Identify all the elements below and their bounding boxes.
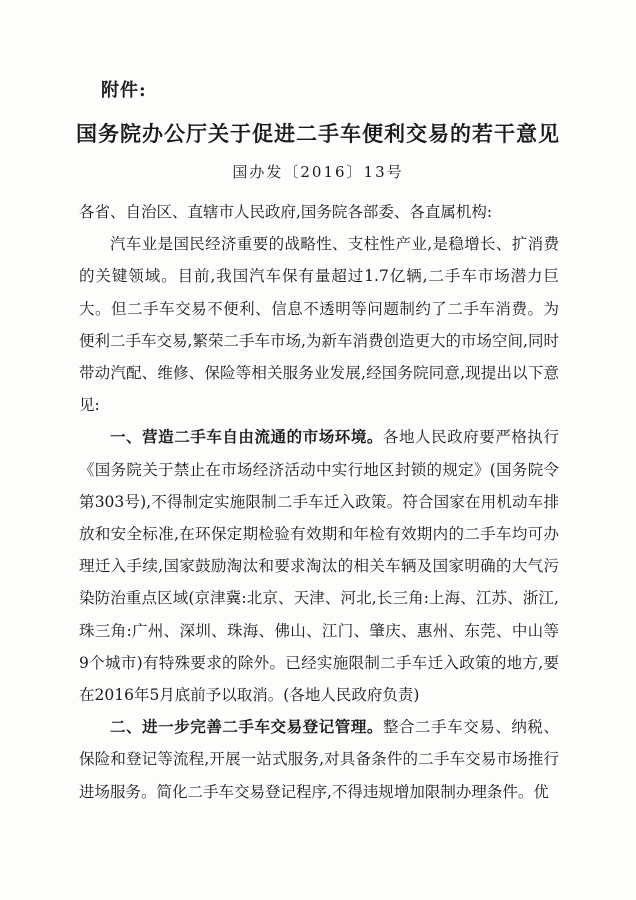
document-number: 国办发〔2016〕13号 [232, 163, 404, 181]
section-2-heading: 二、进一步完善二手车交易登记管理。 [110, 717, 383, 737]
document-body [79, 196, 559, 808]
intro-paragraph: 汽车业是国民经济重要的战略性、支柱性产业,是稳增长、扩消费的关键领域。目前,我国汽车保有量超过1.7亿辆,二手车市场潜力巨大。但二手车交易不便利、信息不透明等问题制约了二手车消费。为便利二手车交易,繁荣二手车市场,为新车消费创造更大的市场空间,同时带动汽配、维修、保险等相关服务业发展,经国务院同意,现提出以下意见: [79, 235, 559, 415]
section-1-heading: 一、营造二手车自由流通的市场环境。 [110, 427, 383, 447]
section-2-text: 整合二手车交易、纳税、保险和登记等流程,开展一站式服务,对具备条件的二手车交易市场推行进场服务。简化二手车交易登记程序,不得违规增加限制办理条件。优 [79, 718, 559, 801]
section-1-paragraph [79, 421, 559, 711]
section-2-paragraph [79, 711, 559, 808]
salutation: 各省、自治区、直辖市人民政府,国务院各部委、各直属机构: [79, 203, 493, 221]
attachment-label: 附件: [101, 80, 147, 101]
section-1-text: 各地人民政府要严格执行《国务院关于禁止在市场经济活动中实行地区封锁的规定》(国务院令第303号),不得制定实施限制二手车迁入政策。符合国家在用机动车排放和安全标准,在环保定期检验有效期和年检有效期内的二手车均可办理迁入手续,国家鼓励淘汰和要求淘汰的相关车辆及国家明确的大气污染防治重点区域(京津冀:北京、天津、河北,长三角:上海、江苏、浙江,珠三角:广州、深圳、珠海、佛山、江门、肇庆、惠州、东莞、中山等9个城市)有特殊要求的除外。已经实施限制二手车迁入政策的地方,要在2016年5月底前予以取消。(各地人民政府负责) [79, 428, 559, 705]
document-title: 国务院办公厅关于促进二手车便利交易的若干意见 [76, 121, 560, 146]
